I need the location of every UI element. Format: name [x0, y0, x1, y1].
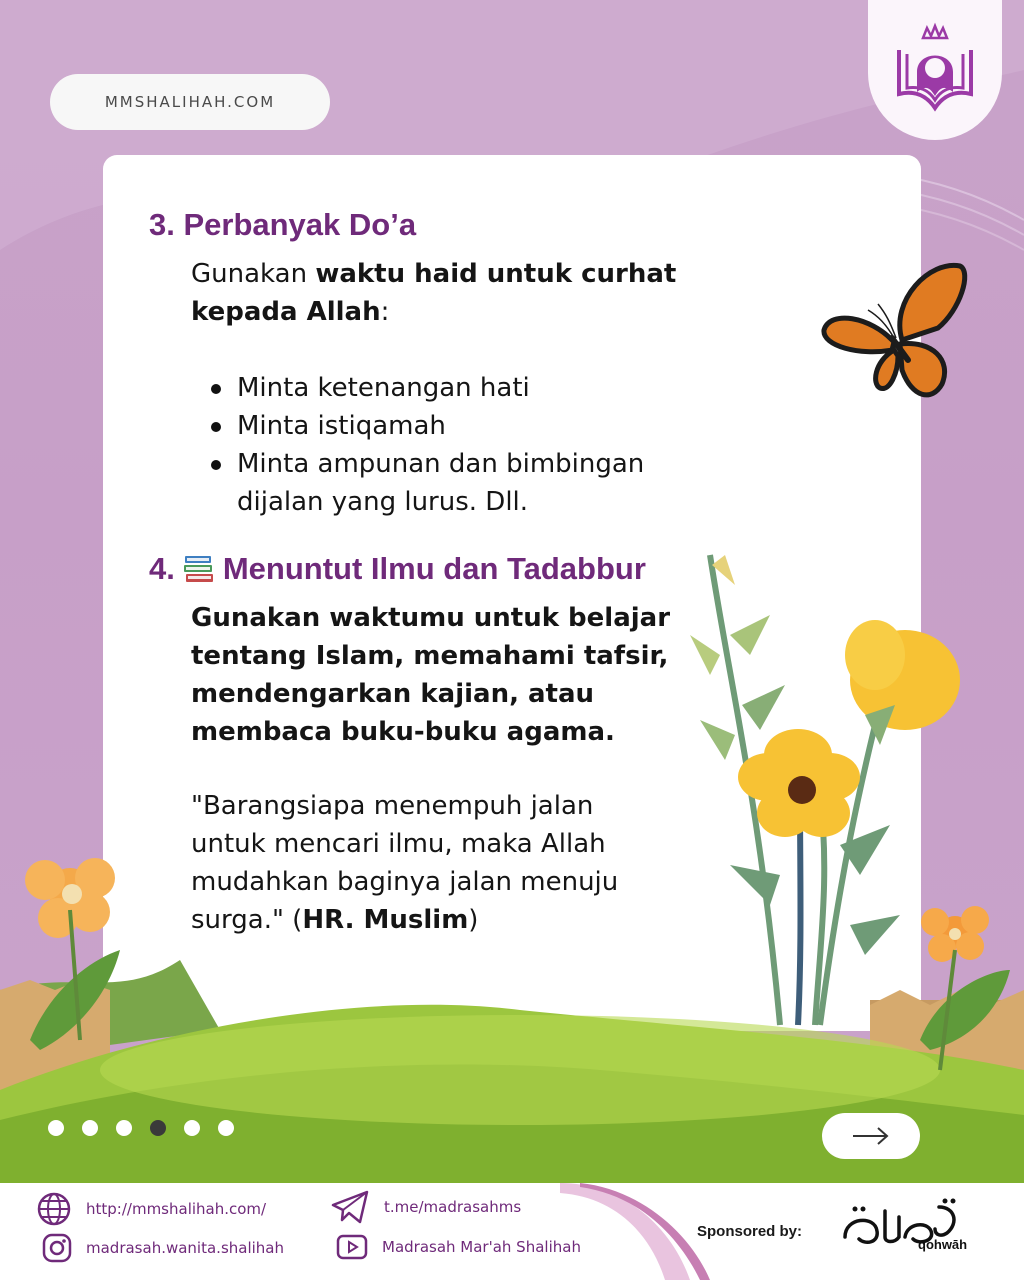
sponsor-name: qohwāh [918, 1237, 968, 1252]
footer-telegram[interactable] [330, 1189, 521, 1225]
footer-website[interactable] [36, 1191, 266, 1227]
brand-logo-icon [885, 20, 985, 120]
next-slide-button[interactable] [822, 1113, 920, 1159]
quote-source: HR. Muslim [302, 905, 469, 935]
list-item [191, 445, 711, 521]
site-label: MMSHALIHAH.COM [104, 93, 276, 111]
footer-instagram[interactable] [42, 1233, 284, 1263]
footer-youtube[interactable] [336, 1233, 581, 1261]
carousel-dot[interactable] [116, 1120, 132, 1136]
instagram-handle[interactable]: madrasah.wanita.shalihah [86, 1239, 284, 1257]
tulip-flower-icon [845, 620, 960, 745]
section-4-body: Gunakan waktumu untuk belajar tentang Islam, memahami tafsir, mendengarkan kajian, atau membaca buku-buku agama. [191, 603, 671, 747]
carousel-dot[interactable] [48, 1120, 64, 1136]
list-item [191, 407, 711, 445]
brand-logo-tab [868, 0, 1002, 140]
section-4-title-text: Menuntut Ilmu dan Tadabbur [222, 551, 646, 586]
bullet-icon [211, 384, 221, 394]
list-item-text: Minta istiqamah [237, 411, 446, 441]
intro-suffix: : [380, 297, 390, 327]
quote-close: ) [468, 905, 479, 935]
sponsor-label: Sponsored by: [697, 1223, 803, 1240]
section-3-intro [191, 255, 691, 331]
youtube-channel[interactable]: Madrasah Mar'ah Shalihah [382, 1238, 581, 1256]
list-item-text: Minta ketenangan hati [237, 373, 530, 403]
yellow-flowers-illustration [690, 545, 980, 1045]
arrow-right-icon [851, 1126, 891, 1146]
telegram-icon [330, 1189, 370, 1225]
bullet-icon [211, 422, 221, 432]
qohwah-logo-icon [835, 1197, 985, 1267]
carousel-dot-active[interactable] [150, 1120, 166, 1136]
globe-icon [36, 1191, 72, 1227]
section-4-title [149, 551, 646, 587]
butterfly-illustration [820, 260, 970, 405]
list-item-text: Minta ampunan dan bimbingan dijalan yang lurus. Dll. [237, 449, 645, 517]
section-4-number: 4. [149, 551, 175, 586]
carousel-dot[interactable] [218, 1120, 234, 1136]
list-item [191, 369, 711, 407]
quote-text: "Barangsiapa menempuh jalan untuk mencari ilmu, maka Allah mudahkan baginya jalan menuju surga." ( [191, 791, 619, 935]
site-label-pill [50, 74, 330, 130]
website-link[interactable]: http://mmshalihah.com/ [86, 1200, 267, 1218]
intro-prefix: Gunakan [191, 259, 316, 289]
prayer-list [191, 369, 711, 521]
intro-bold: waktu haid untuk curhat kepada Allah [191, 259, 677, 327]
instagram-icon [42, 1233, 72, 1263]
telegram-link[interactable]: t.me/madrasahms [384, 1198, 522, 1216]
carousel-dots [48, 1120, 234, 1136]
footer [0, 1183, 1024, 1280]
youtube-icon [336, 1233, 368, 1261]
books-icon [183, 554, 215, 584]
carousel-dot[interactable] [82, 1120, 98, 1136]
carousel-dot[interactable] [184, 1120, 200, 1136]
section-3-title: 3. Perbanyak Do’a [149, 207, 417, 242]
bullet-icon [211, 460, 221, 470]
